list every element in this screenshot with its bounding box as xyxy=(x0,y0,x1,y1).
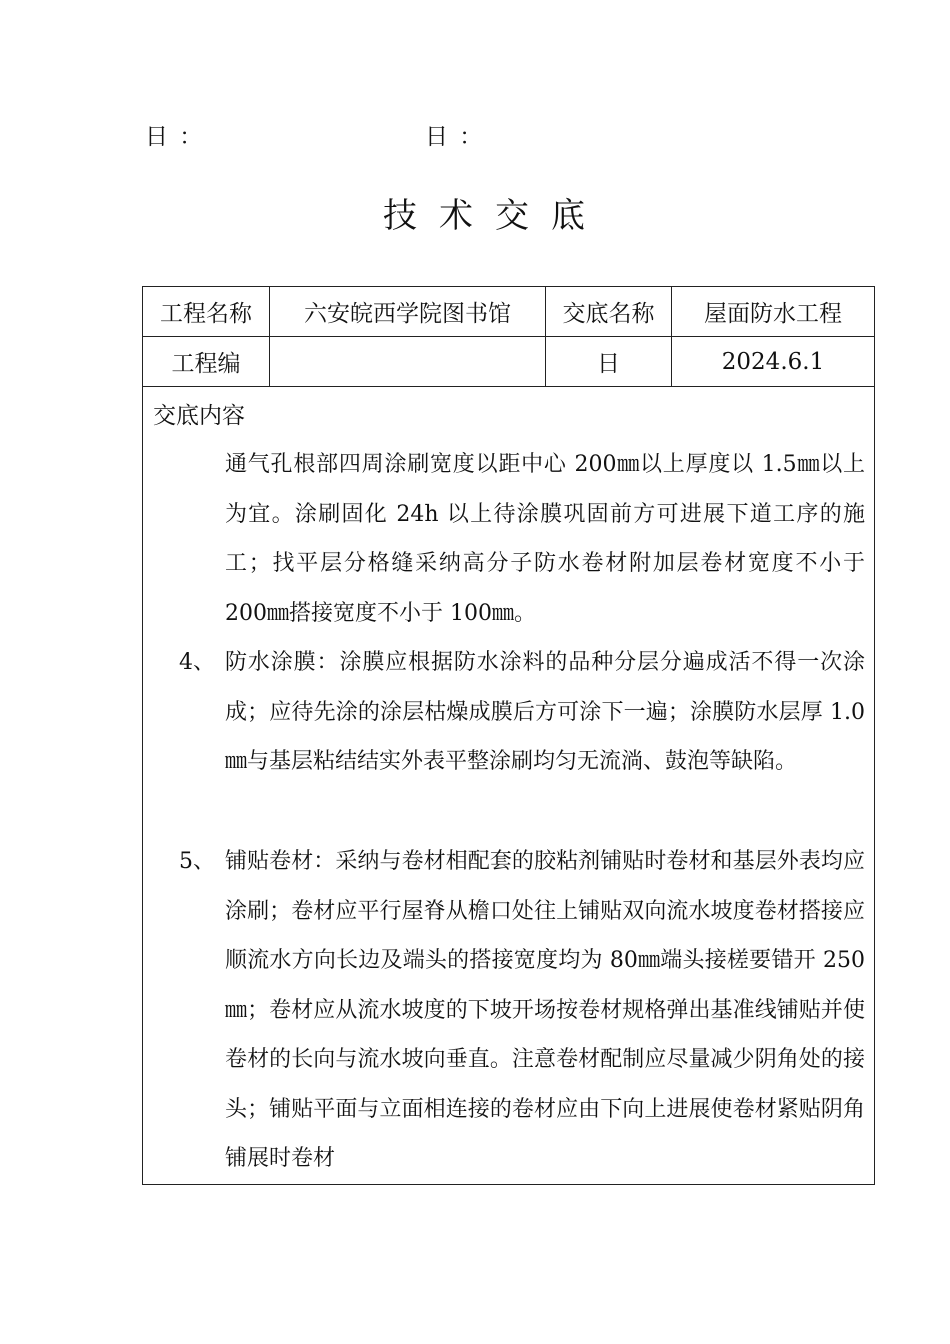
item-number: 5、 xyxy=(179,849,215,874)
project-name-label: 工程名称 xyxy=(143,287,270,337)
content-heading: 交底内容 xyxy=(153,403,245,429)
date-label-right: 日 ： xyxy=(425,124,485,150)
content-paragraph: 通气孔根部四周涂刷宽度以距中心 200㎜以上厚度以 1.5㎜以上为宜。涂刷固化 24h 以上待涂膜巩固前方可进展下道工序的施工；找平层分格缝采纳高分子防水卷材附加层卷材宽度不小于 200㎜搭接宽度不小于 100㎜。 xyxy=(225,452,865,626)
project-info-table xyxy=(142,286,875,387)
date-value: 2024.6.1 xyxy=(672,337,875,387)
item-number: 4、 xyxy=(179,650,215,675)
content-item-text: 防水涂膜：涂膜应根据防水涂料的品种分层分遍成活不得一次涂成；应待先涂的涂层枯燥成膜后方可涂下一遍；涂膜防水层厚 1.0㎜与基层粘结结实外表平整涂刷均匀无流淌、鼓泡等缺陷。 xyxy=(225,650,865,774)
content-item-text: 铺贴卷材：采纳与卷材相配套的胶粘剂铺贴时卷材和基层外表均应涂刷；卷材应平行屋脊从檐口处往上铺贴双向流水坡度卷材搭接应顺流水方向长边及端头的搭接宽度均为 80㎜端头接槎要错开 250㎜；卷材应从流水坡度的下坡开场按卷材规格弹出基准线铺贴并使卷材的长向与流水坡向垂直。注意卷材配制应尽量减少阴角处的接头；铺贴平面与立面相连接的卷材应由下向上进展使卷材紧贴阴角铺展时卷材 xyxy=(225,849,865,1171)
date-label: 日 xyxy=(546,337,672,387)
table-row xyxy=(143,337,875,387)
project-name-value: 六安皖西学院图书馆 xyxy=(270,287,546,337)
disclosure-name-label: 交底名称 xyxy=(546,287,672,337)
disclosure-name-value: 屋面防水工程 xyxy=(672,287,875,337)
table-row xyxy=(143,287,875,337)
document-title: 技术交底 xyxy=(383,196,607,236)
project-code-label: 工程编 xyxy=(143,337,270,387)
project-code-value xyxy=(270,337,546,387)
date-label-left: 日 ： xyxy=(145,124,205,150)
disclosure-content-section xyxy=(142,387,875,1185)
